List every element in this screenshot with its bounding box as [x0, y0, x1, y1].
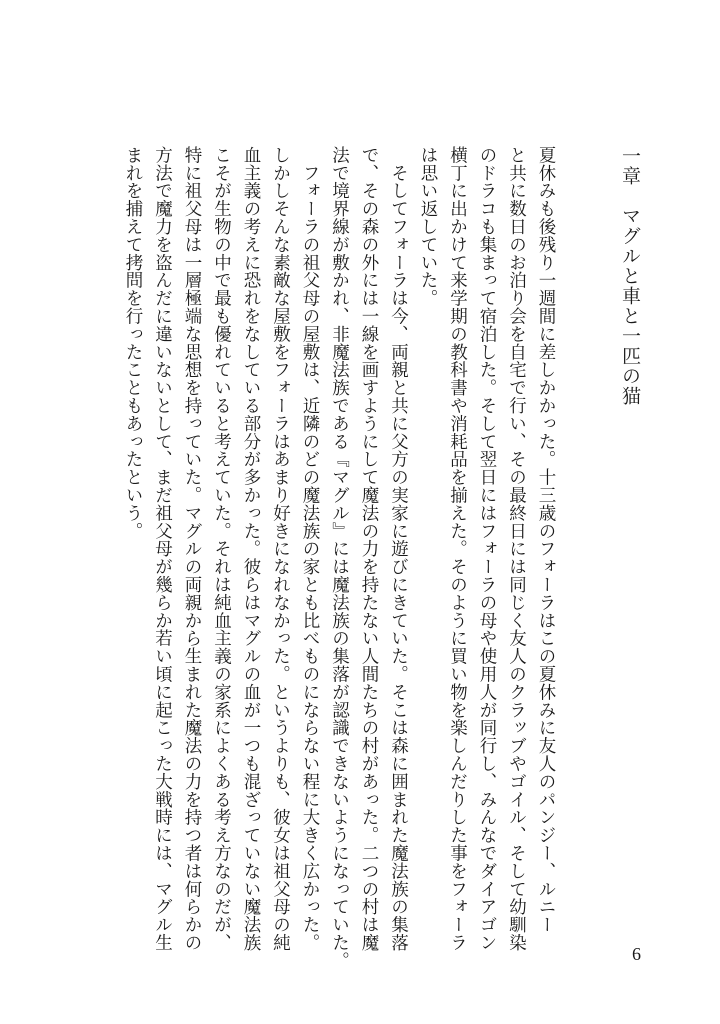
body-text — [118, 146, 561, 970]
text-column: こそが生物の中で最も優れていると考えていた。それは純血主義の家系によくある考え方なのだが、 — [211, 146, 232, 952]
text-column: のドラコも集まって宿泊した。そして翌日にはフォーラの母や使用人が同行し、みんなでダイアゴン — [477, 146, 497, 952]
text-column: で、その森の外には一線を画すようにして魔法の力を持たない人間たちの村があった。二つの村は魔 — [359, 146, 379, 952]
text-column: 特に祖父母は一層極端な思想を持っていた。マグルの両親から生まれた魔法の力を持つ者は何らかの — [182, 146, 202, 952]
text-column: 法で境界線が敷かれ、非魔法族である『マグル』には魔法族の集落が認識できないようになっていた。 — [329, 146, 350, 970]
text-column: は思い返していた。 — [418, 146, 438, 308]
text-column: 方法で魔力を盗んだに違いないとして、まだ祖父母が幾らか若い頃に起こった大戦時には、マグル生 — [152, 146, 173, 952]
text-column: しかしそんな素敵な屋敷をフォーラはあまり好きになれなかった。というよりも、彼女は祖父母の純 — [270, 146, 291, 952]
chapter-title: 一章 マグルと車と一匹の猫 — [619, 146, 641, 406]
text-column: フォーラの祖父母の屋敷は、近隣のどの魔法族の家とも比べものにならない程に大きく広かった。 — [300, 146, 320, 952]
text-column: と共に数日のお泊り会を自宅で行い、その最終日には同じく友人のクラッブやゴイル、そして幼馴染 — [506, 146, 527, 952]
page-number: 6 — [632, 944, 641, 964]
text-column: そしてフォーラは今、両親と共に父方の実家に遊びにきていた。そこは森に囲まれた魔法族の集落 — [388, 146, 409, 952]
text-column: まれを捕えて拷問を行ったこともあったという。 — [123, 146, 143, 540]
text-column: 血主義の考えに恐れをなしている部分が多かった。彼らはマグルの血が一つも混ざっていない魔法族 — [241, 146, 261, 952]
text-column: 夏休みも後残り一週間に差しかかった。十三歳のフォーラはこの夏休みに友人のパンジー、ルニー — [536, 146, 556, 934]
text-column: 横丁に出かけて来学期の教科書や消耗品を揃えた。そのように買い物を楽しんだりした事をフォーラ — [447, 146, 468, 952]
